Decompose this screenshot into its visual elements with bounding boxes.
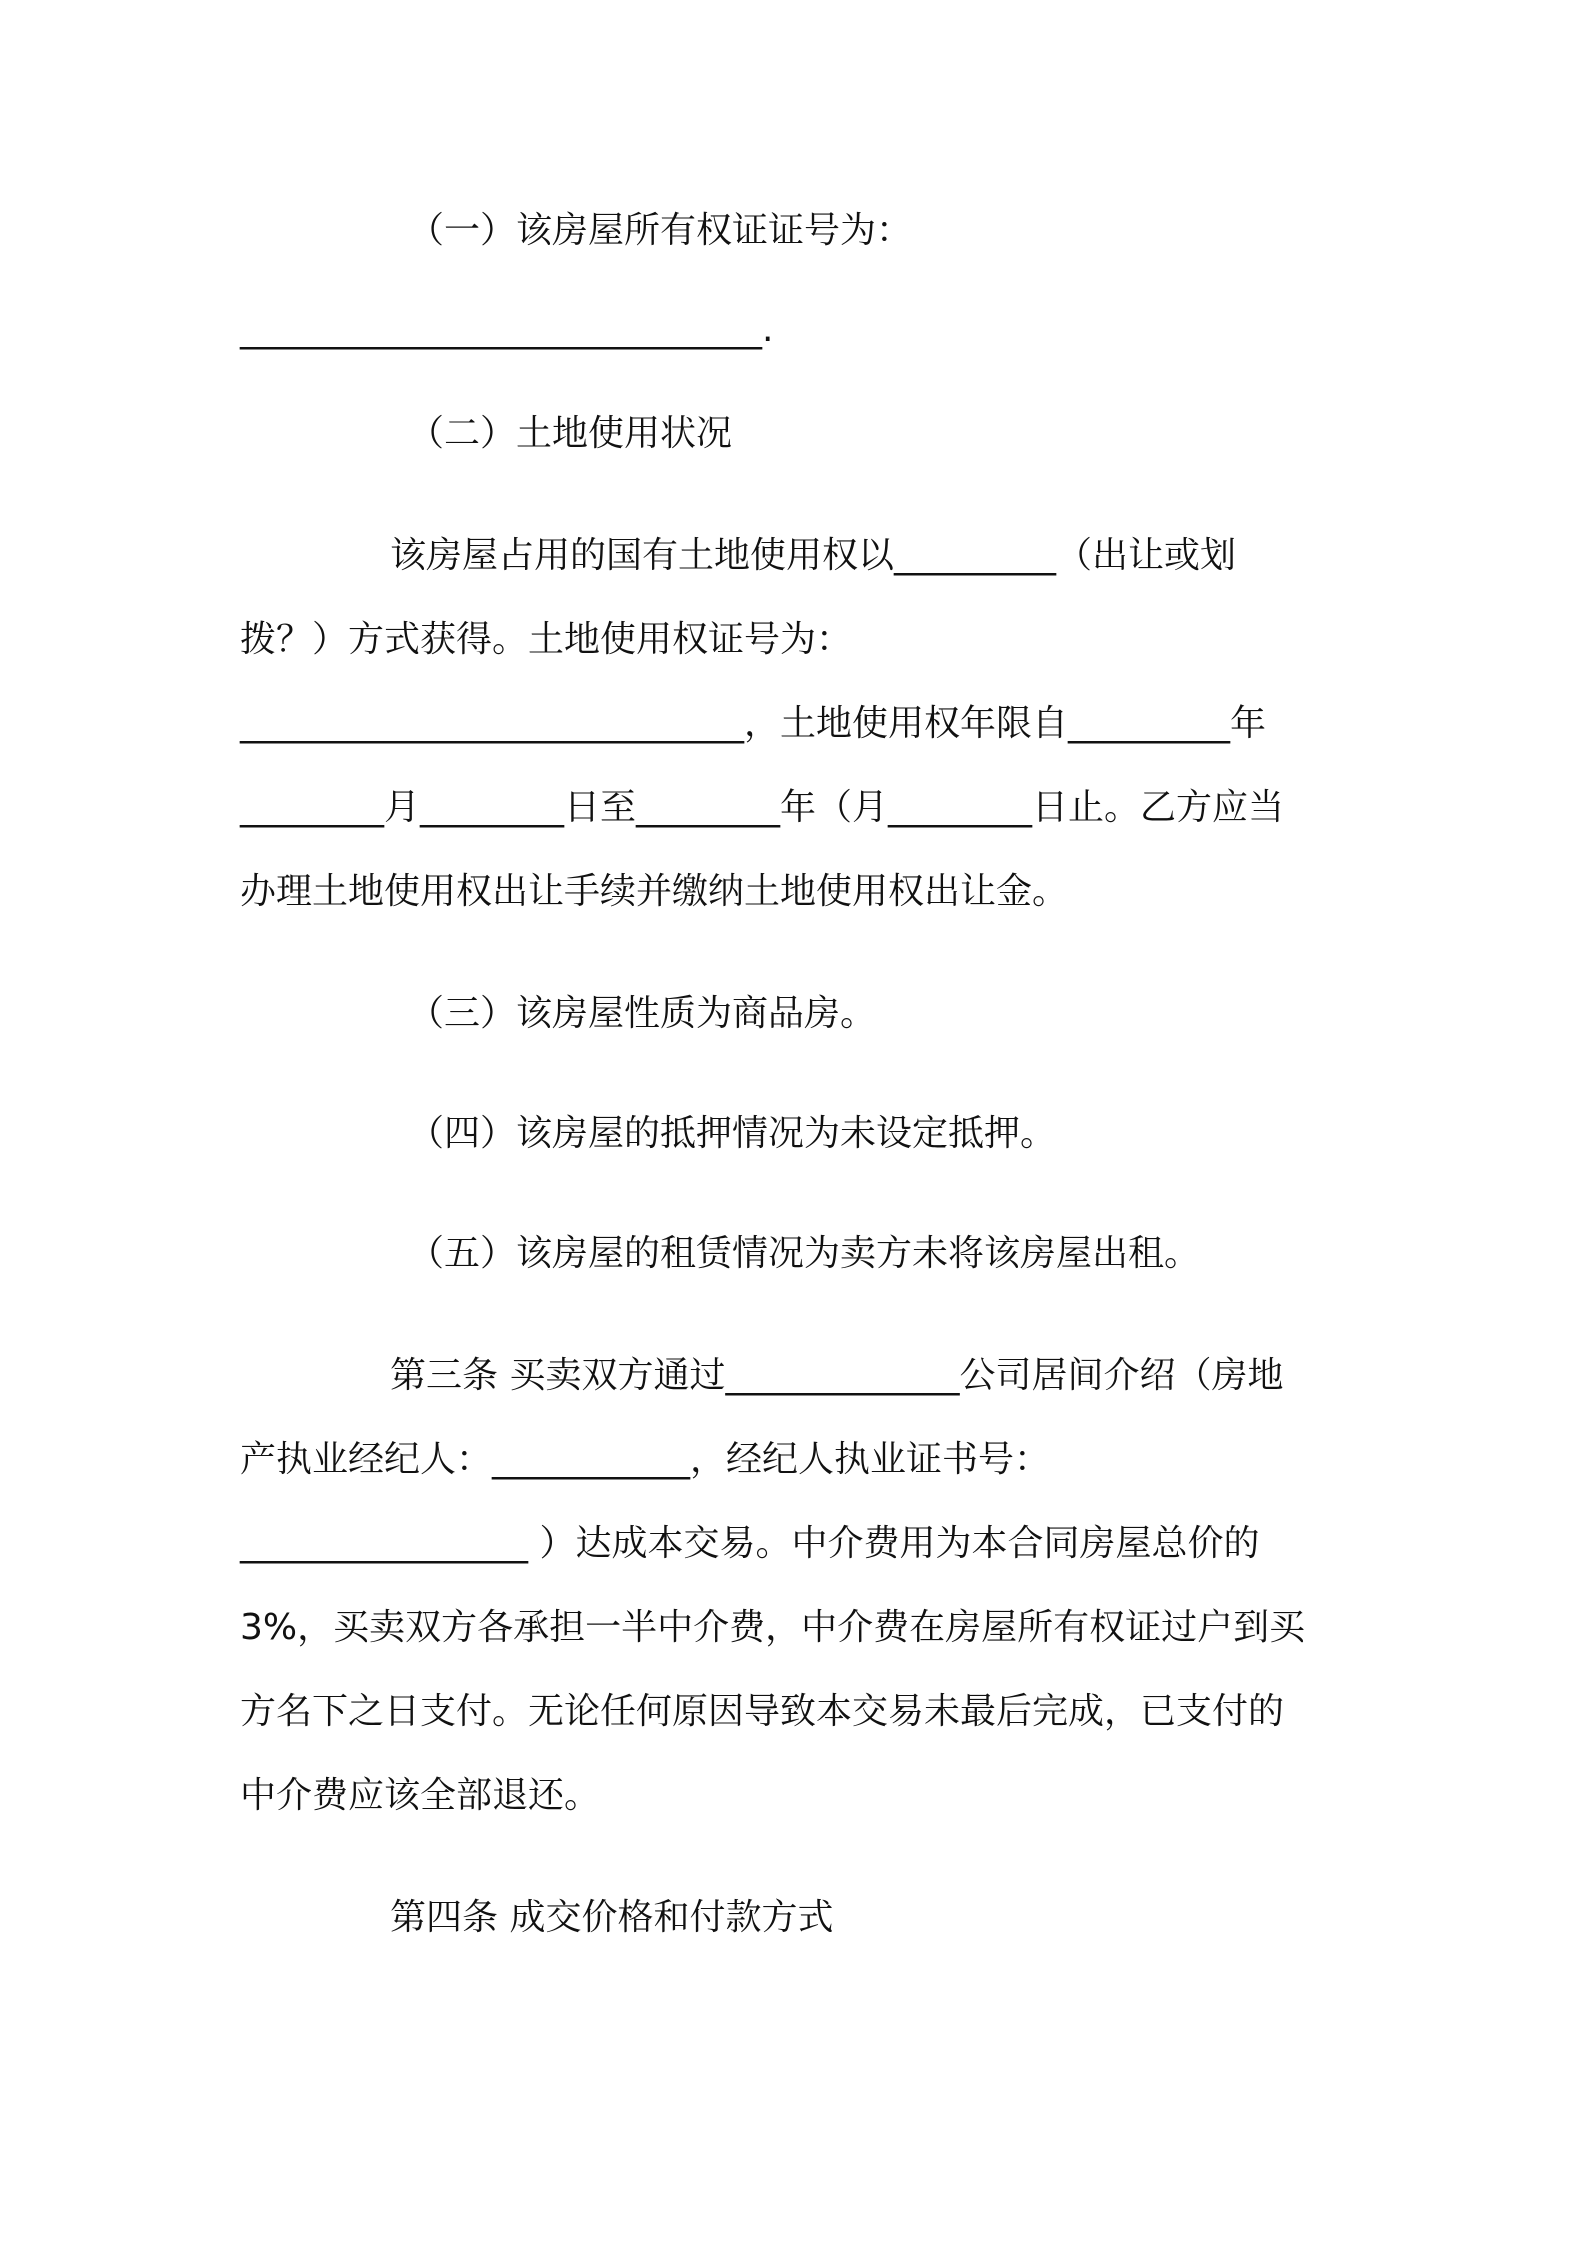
section-two-line: ____________________________，土地使用权年限自_________年 <box>240 703 1267 744</box>
section-two-heading: （二）土地使用状况 <box>408 413 733 454</box>
section-one-heading: （一）该房屋所有权证证号为： <box>408 210 913 251</box>
section-four-heading: （四）该房屋的抵押情况为未设定抵押。 <box>408 1113 1057 1154</box>
section-two-line: 该房屋占用的国有土地使用权以_________（出让或划 <box>390 535 1237 576</box>
section-two-line: 拨？）方式获得。土地使用权证号为： <box>240 619 853 660</box>
section-three-heading: （三）该房屋性质为商品房。 <box>408 993 877 1034</box>
article-three-line: ________________ ）达成本交易。中介费用为本合同房屋总价的 <box>240 1523 1260 1564</box>
section-two-line: 办理土地使用权出让手续并缴纳土地使用权出让金。 <box>240 871 1069 912</box>
article-three-line: 产执业经纪人：___________，经纪人执业证书号： <box>240 1439 1051 1480</box>
section-two-line: ________月________日至________年（月________日止。乙方应当 <box>240 787 1285 828</box>
article-three-line: 方名下之日支付。无论任何原因导致本交易未最后完成，已支付的 <box>240 1691 1285 1732</box>
article-three-line: 第三条 买卖双方通过_____________公司居间介绍（房地 <box>390 1355 1284 1396</box>
article-four-heading: 第四条 成交价格和付款方式 <box>390 1897 834 1938</box>
article-three-line: 中介费应该全部退还。 <box>240 1775 601 1816</box>
article-three-line: 3%，买卖双方各承担一半中介费，中介费在房屋所有权证过户到买 <box>240 1607 1306 1648</box>
section-five-heading: （五）该房屋的租赁情况为卖方未将该房屋出租。 <box>408 1233 1201 1274</box>
section-one-blank: _____________________________. <box>240 309 774 350</box>
